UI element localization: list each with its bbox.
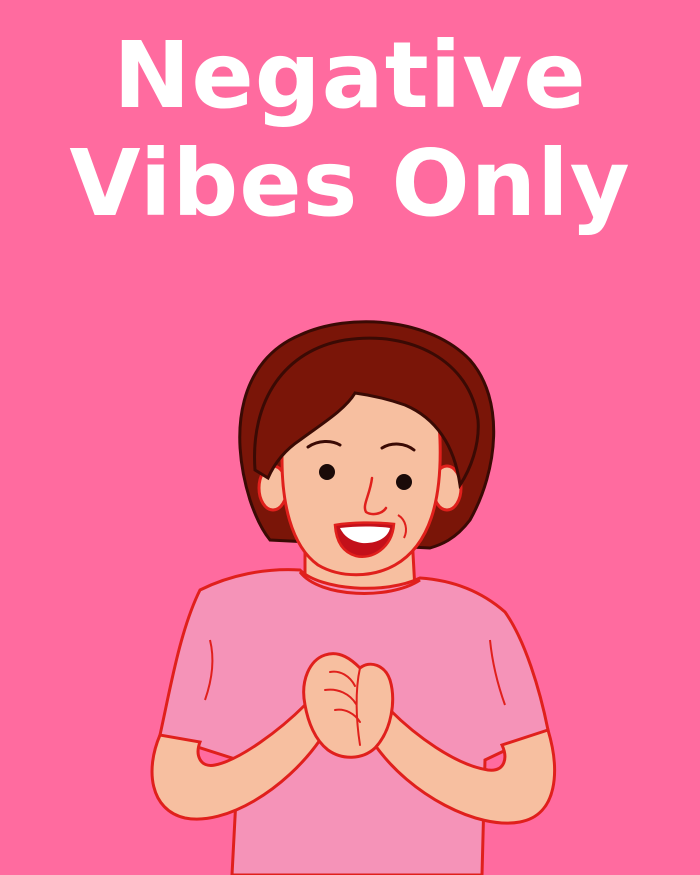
title-line-1: Negative	[113, 22, 587, 129]
title-line-2: Vibes Only	[69, 130, 631, 237]
eye-right	[396, 474, 412, 490]
eye-left	[319, 464, 335, 480]
